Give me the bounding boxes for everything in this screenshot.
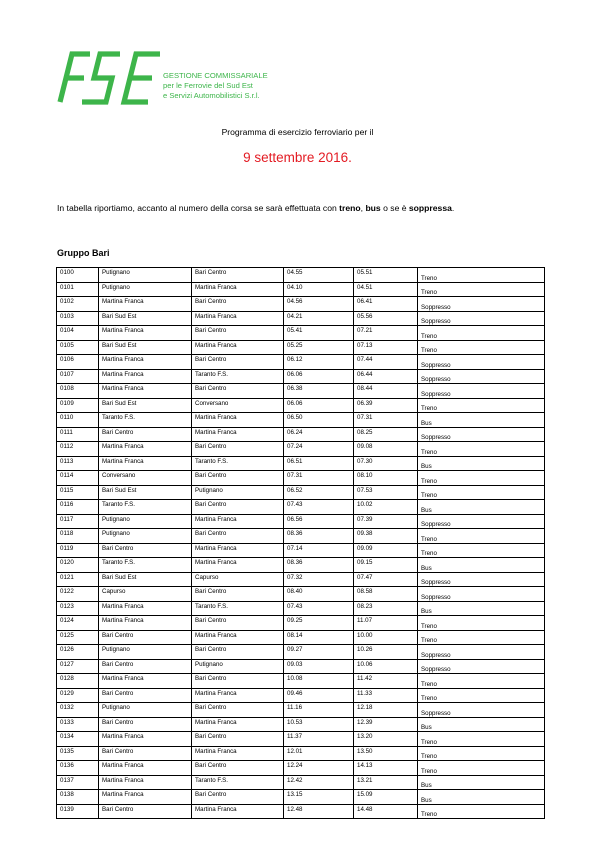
table-row: [57, 471, 545, 486]
run-number-cell: 0128: [57, 674, 99, 689]
origin-cell: Bari Centro: [99, 746, 192, 761]
departure-cell: 12.42: [284, 775, 354, 790]
arrival-cell: 06.44: [354, 369, 418, 384]
status-cell: Bus: [418, 790, 545, 805]
arrival-cell: 09.15: [354, 558, 418, 573]
origin-cell: Martina Franca: [99, 775, 192, 790]
status-cell: Bus: [418, 500, 545, 515]
table-row: [57, 616, 545, 631]
run-number-cell: 0134: [57, 732, 99, 747]
run-number-cell: 0137: [57, 775, 99, 790]
run-number-cell: 0107: [57, 369, 99, 384]
run-number-cell: 0112: [57, 442, 99, 457]
departure-cell: 06.06: [284, 398, 354, 413]
origin-cell: Bari Centro: [99, 688, 192, 703]
run-number-cell: 0117: [57, 514, 99, 529]
table-row: [57, 456, 545, 471]
destination-cell: Bari Centro: [192, 326, 284, 341]
origin-cell: Conversano: [99, 471, 192, 486]
arrival-cell: 08.58: [354, 587, 418, 602]
arrival-cell: 11.33: [354, 688, 418, 703]
status-cell: Soppresso: [418, 645, 545, 660]
destination-cell: Martina Franca: [192, 340, 284, 355]
status-cell: Bus: [418, 558, 545, 573]
departure-cell: 04.56: [284, 297, 354, 312]
destination-cell: Bari Centro: [192, 790, 284, 805]
intro-text-1: In tabella riportiamo, accanto al numero della corsa se sarà effettuata con: [57, 203, 340, 213]
origin-cell: Bari Sud Est: [99, 572, 192, 587]
arrival-cell: 14.13: [354, 761, 418, 776]
run-number-cell: 0102: [57, 297, 99, 312]
status-cell: Soppresso: [418, 311, 545, 326]
table-row: [57, 514, 545, 529]
departure-cell: 06.50: [284, 413, 354, 428]
destination-cell: Putignano: [192, 659, 284, 674]
run-number-cell: 0135: [57, 746, 99, 761]
table-row: [57, 659, 545, 674]
status-cell: Bus: [418, 717, 545, 732]
origin-cell: Martina Franca: [99, 442, 192, 457]
origin-cell: Putignano: [99, 645, 192, 660]
departure-cell: 12.01: [284, 746, 354, 761]
departure-cell: 07.32: [284, 572, 354, 587]
departure-cell: 07.43: [284, 500, 354, 515]
arrival-cell: 08.10: [354, 471, 418, 486]
table-row: [57, 311, 545, 326]
status-cell: Treno: [418, 732, 545, 747]
run-number-cell: 0104: [57, 326, 99, 341]
origin-cell: Bari Sud Est: [99, 340, 192, 355]
departure-cell: 08.36: [284, 529, 354, 544]
status-cell: Soppresso: [418, 384, 545, 399]
arrival-cell: 07.31: [354, 413, 418, 428]
run-number-cell: 0108: [57, 384, 99, 399]
table-row: [57, 268, 545, 283]
intro-sep-1: ,: [360, 203, 366, 213]
status-cell: Treno: [418, 485, 545, 500]
origin-cell: Taranto F.S.: [99, 558, 192, 573]
arrival-cell: 05.56: [354, 311, 418, 326]
status-cell: Treno: [418, 746, 545, 761]
departure-cell: 06.06: [284, 369, 354, 384]
arrival-cell: 07.53: [354, 485, 418, 500]
origin-cell: Taranto F.S.: [99, 500, 192, 515]
table-row: [57, 674, 545, 689]
destination-cell: Bari Centro: [192, 645, 284, 660]
table-row: [57, 297, 545, 312]
departure-cell: 07.43: [284, 601, 354, 616]
departure-cell: 12.48: [284, 804, 354, 819]
arrival-cell: 15.09: [354, 790, 418, 805]
table-row: [57, 384, 545, 399]
group-title: Gruppo Bari: [57, 248, 110, 258]
origin-cell: Bari Centro: [99, 543, 192, 558]
status-cell: Soppresso: [418, 659, 545, 674]
destination-cell: Martina Franca: [192, 804, 284, 819]
departure-cell: 09.46: [284, 688, 354, 703]
departure-cell: 10.53: [284, 717, 354, 732]
destination-cell: Martina Franca: [192, 543, 284, 558]
destination-cell: Bari Centro: [192, 500, 284, 515]
run-number-cell: 0101: [57, 282, 99, 297]
origin-cell: Martina Franca: [99, 326, 192, 341]
origin-cell: Bari Sud Est: [99, 398, 192, 413]
destination-cell: Martina Franca: [192, 688, 284, 703]
run-number-cell: 0127: [57, 659, 99, 674]
origin-cell: Martina Franca: [99, 616, 192, 631]
status-cell: Treno: [418, 340, 545, 355]
origin-cell: Martina Franca: [99, 384, 192, 399]
run-number-cell: 0116: [57, 500, 99, 515]
destination-cell: Taranto F.S.: [192, 369, 284, 384]
destination-cell: Putignano: [192, 485, 284, 500]
table-row: [57, 398, 545, 413]
intro-bus: bus: [365, 203, 381, 213]
departure-cell: 08.36: [284, 558, 354, 573]
logo-line-2: per le Ferrovie del Sud Est: [163, 81, 253, 90]
run-number-cell: 0133: [57, 717, 99, 732]
table-row: [57, 645, 545, 660]
intro-sep-2: o se è: [380, 203, 409, 213]
destination-cell: Capurso: [192, 572, 284, 587]
departure-cell: 12.24: [284, 761, 354, 776]
table-row: [57, 601, 545, 616]
destination-cell: Bari Centro: [192, 384, 284, 399]
arrival-cell: 10.06: [354, 659, 418, 674]
origin-cell: Bari Centro: [99, 659, 192, 674]
status-cell: Soppresso: [418, 572, 545, 587]
table-row: [57, 732, 545, 747]
run-number-cell: 0115: [57, 485, 99, 500]
destination-cell: Bari Centro: [192, 732, 284, 747]
run-number-cell: 0100: [57, 268, 99, 283]
destination-cell: Bari Centro: [192, 703, 284, 718]
destination-cell: Bari Centro: [192, 674, 284, 689]
status-cell: Soppresso: [418, 514, 545, 529]
departure-cell: 07.31: [284, 471, 354, 486]
table-row: [57, 413, 545, 428]
destination-cell: Bari Centro: [192, 529, 284, 544]
origin-cell: Taranto F.S.: [99, 413, 192, 428]
origin-cell: Bari Centro: [99, 630, 192, 645]
intro-soppressa: soppressa: [408, 203, 452, 213]
destination-cell: Martina Franca: [192, 630, 284, 645]
table-row: [57, 746, 545, 761]
arrival-cell: 08.25: [354, 427, 418, 442]
table-row: [57, 427, 545, 442]
table-row: [57, 558, 545, 573]
origin-cell: Putignano: [99, 529, 192, 544]
destination-cell: Martina Franca: [192, 514, 284, 529]
status-cell: Soppresso: [418, 355, 545, 370]
destination-cell: Bari Centro: [192, 268, 284, 283]
destination-cell: Bari Centro: [192, 761, 284, 776]
origin-cell: Martina Franca: [99, 674, 192, 689]
run-number-cell: 0132: [57, 703, 99, 718]
origin-cell: Martina Franca: [99, 297, 192, 312]
origin-cell: Martina Franca: [99, 369, 192, 384]
run-number-cell: 0136: [57, 761, 99, 776]
departure-cell: 11.16: [284, 703, 354, 718]
arrival-cell: 12.18: [354, 703, 418, 718]
logo-company-text: [163, 71, 268, 101]
arrival-cell: 11.07: [354, 616, 418, 631]
arrival-cell: 10.00: [354, 630, 418, 645]
status-cell: Soppresso: [418, 297, 545, 312]
destination-cell: Martina Franca: [192, 746, 284, 761]
run-number-cell: 0105: [57, 340, 99, 355]
run-number-cell: 0121: [57, 572, 99, 587]
destination-cell: Bari Centro: [192, 471, 284, 486]
status-cell: Soppresso: [418, 587, 545, 602]
table-row: [57, 282, 545, 297]
arrival-cell: 14.48: [354, 804, 418, 819]
status-cell: Soppresso: [418, 703, 545, 718]
intro-paragraph: [57, 203, 454, 213]
status-cell: Treno: [418, 761, 545, 776]
document-heading: Programma di esercizio ferroviario per il: [221, 127, 374, 137]
run-number-cell: 0138: [57, 790, 99, 805]
arrival-cell: 10.26: [354, 645, 418, 660]
departure-cell: 07.14: [284, 543, 354, 558]
destination-cell: Bari Centro: [192, 587, 284, 602]
table-row: [57, 543, 545, 558]
origin-cell: Bari Sud Est: [99, 311, 192, 326]
departure-cell: 04.55: [284, 268, 354, 283]
destination-cell: Conversano: [192, 398, 284, 413]
destination-cell: Martina Franca: [192, 311, 284, 326]
status-cell: Bus: [418, 601, 545, 616]
run-number-cell: 0125: [57, 630, 99, 645]
arrival-cell: 07.44: [354, 355, 418, 370]
run-number-cell: 0109: [57, 398, 99, 413]
arrival-cell: 13.21: [354, 775, 418, 790]
run-number-cell: 0124: [57, 616, 99, 631]
run-number-cell: 0106: [57, 355, 99, 370]
table-row: [57, 717, 545, 732]
origin-cell: Putignano: [99, 282, 192, 297]
intro-end: .: [451, 203, 455, 213]
destination-cell: Martina Franca: [192, 558, 284, 573]
arrival-cell: 08.23: [354, 601, 418, 616]
arrival-cell: 07.30: [354, 456, 418, 471]
logo-line-1: GESTIONE COMMISSARIALE: [163, 71, 268, 80]
logo-line-3: e Servizi Automobilistici S.r.l.: [163, 91, 260, 100]
table-row: [57, 326, 545, 341]
status-cell: Soppresso: [418, 427, 545, 442]
table-row: [57, 688, 545, 703]
table-row: [57, 775, 545, 790]
departure-cell: 06.56: [284, 514, 354, 529]
status-cell: Treno: [418, 442, 545, 457]
status-cell: Treno: [418, 282, 545, 297]
departure-cell: 06.52: [284, 485, 354, 500]
destination-cell: Martina Franca: [192, 717, 284, 732]
arrival-cell: 05.51: [354, 268, 418, 283]
arrival-cell: 10.02: [354, 500, 418, 515]
run-number-cell: 0123: [57, 601, 99, 616]
arrival-cell: 09.38: [354, 529, 418, 544]
origin-cell: Bari Centro: [99, 427, 192, 442]
destination-cell: Taranto F.S.: [192, 456, 284, 471]
arrival-cell: 09.08: [354, 442, 418, 457]
origin-cell: Martina Franca: [99, 761, 192, 776]
departure-cell: 06.51: [284, 456, 354, 471]
origin-cell: Martina Franca: [99, 601, 192, 616]
status-cell: Bus: [418, 456, 545, 471]
run-number-cell: 0118: [57, 529, 99, 544]
run-number-cell: 0113: [57, 456, 99, 471]
status-cell: Treno: [418, 471, 545, 486]
arrival-cell: 06.39: [354, 398, 418, 413]
table-row: [57, 355, 545, 370]
departure-cell: 04.10: [284, 282, 354, 297]
status-cell: Treno: [418, 543, 545, 558]
departure-cell: 06.24: [284, 427, 354, 442]
arrival-cell: 08.44: [354, 384, 418, 399]
arrival-cell: 07.39: [354, 514, 418, 529]
departure-cell: 06.38: [284, 384, 354, 399]
destination-cell: Martina Franca: [192, 427, 284, 442]
status-cell: Soppresso: [418, 369, 545, 384]
status-cell: Bus: [418, 775, 545, 790]
departure-cell: 08.14: [284, 630, 354, 645]
table-row: [57, 485, 545, 500]
table-row: [57, 587, 545, 602]
origin-cell: Martina Franca: [99, 456, 192, 471]
arrival-cell: 12.39: [354, 717, 418, 732]
status-cell: Treno: [418, 616, 545, 631]
origin-cell: Martina Franca: [99, 790, 192, 805]
departure-cell: 09.27: [284, 645, 354, 660]
departure-cell: 07.24: [284, 442, 354, 457]
status-cell: Treno: [418, 688, 545, 703]
run-number-cell: 0119: [57, 543, 99, 558]
destination-cell: Martina Franca: [192, 282, 284, 297]
schedule-table-body: [57, 268, 545, 819]
intro-treno: treno: [339, 203, 361, 213]
status-cell: Treno: [418, 326, 545, 341]
table-row: [57, 630, 545, 645]
table-row: [57, 761, 545, 776]
origin-cell: Bari Centro: [99, 804, 192, 819]
arrival-cell: 13.50: [354, 746, 418, 761]
origin-cell: Martina Franca: [99, 355, 192, 370]
origin-cell: Bari Centro: [99, 717, 192, 732]
status-cell: Treno: [418, 529, 545, 544]
table-row: [57, 369, 545, 384]
origin-cell: Putignano: [99, 514, 192, 529]
departure-cell: 10.08: [284, 674, 354, 689]
table-row: [57, 572, 545, 587]
run-number-cell: 0139: [57, 804, 99, 819]
table-row: [57, 703, 545, 718]
arrival-cell: 13.20: [354, 732, 418, 747]
origin-cell: Martina Franca: [99, 732, 192, 747]
run-number-cell: 0129: [57, 688, 99, 703]
run-number-cell: 0114: [57, 471, 99, 486]
arrival-cell: 07.13: [354, 340, 418, 355]
departure-cell: 13.15: [284, 790, 354, 805]
run-number-cell: 0122: [57, 587, 99, 602]
fse-logo: [56, 50, 306, 106]
destination-cell: Bari Centro: [192, 616, 284, 631]
destination-cell: Taranto F.S.: [192, 775, 284, 790]
origin-cell: Putignano: [99, 703, 192, 718]
status-cell: Treno: [418, 804, 545, 819]
status-cell: Treno: [418, 630, 545, 645]
destination-cell: Bari Centro: [192, 442, 284, 457]
run-number-cell: 0126: [57, 645, 99, 660]
fse-logo-mark: [56, 50, 164, 106]
run-number-cell: 0120: [57, 558, 99, 573]
run-number-cell: 0103: [57, 311, 99, 326]
destination-cell: Bari Centro: [192, 355, 284, 370]
departure-cell: 05.41: [284, 326, 354, 341]
arrival-cell: 04.51: [354, 282, 418, 297]
status-cell: Treno: [418, 674, 545, 689]
status-cell: Treno: [418, 398, 545, 413]
origin-cell: Bari Sud Est: [99, 485, 192, 500]
schedule-date: 9 settembre 2016.: [243, 150, 352, 165]
arrival-cell: 11.42: [354, 674, 418, 689]
departure-cell: 09.25: [284, 616, 354, 631]
run-number-cell: 0110: [57, 413, 99, 428]
origin-cell: Putignano: [99, 268, 192, 283]
departure-cell: 11.37: [284, 732, 354, 747]
table-row: [57, 340, 545, 355]
table-row: [57, 500, 545, 515]
arrival-cell: 06.41: [354, 297, 418, 312]
destination-cell: Taranto F.S.: [192, 601, 284, 616]
table-row: [57, 442, 545, 457]
status-cell: Bus: [418, 413, 545, 428]
departure-cell: 05.25: [284, 340, 354, 355]
table-row: [57, 804, 545, 819]
status-cell: Treno: [418, 268, 545, 283]
departure-cell: 06.12: [284, 355, 354, 370]
table-row: [57, 790, 545, 805]
schedule-table: [56, 267, 545, 819]
departure-cell: 04.21: [284, 311, 354, 326]
destination-cell: Bari Centro: [192, 297, 284, 312]
departure-cell: 08.40: [284, 587, 354, 602]
departure-cell: 09.03: [284, 659, 354, 674]
arrival-cell: 07.21: [354, 326, 418, 341]
table-row: [57, 529, 545, 544]
origin-cell: Capurso: [99, 587, 192, 602]
arrival-cell: 09.09: [354, 543, 418, 558]
destination-cell: Martina Franca: [192, 413, 284, 428]
run-number-cell: 0111: [57, 427, 99, 442]
arrival-cell: 07.47: [354, 572, 418, 587]
